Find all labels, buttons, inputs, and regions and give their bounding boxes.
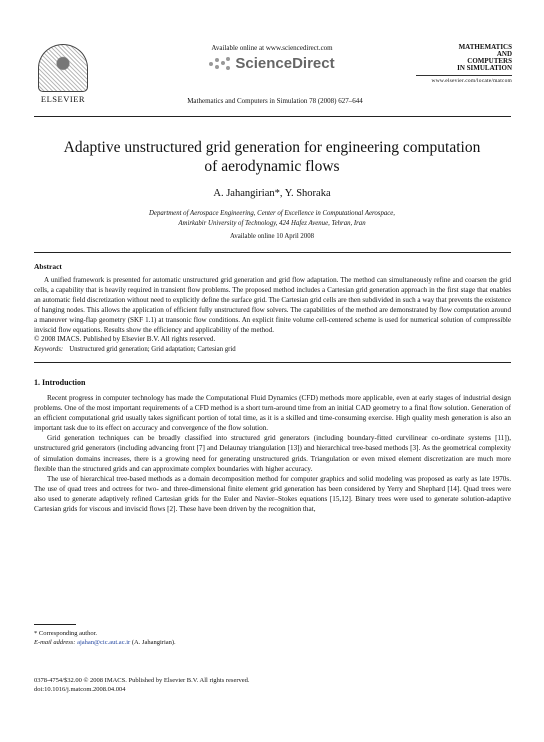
article-authors: A. Jahangirian*, Y. Shoraka <box>213 188 331 199</box>
elsevier-logo <box>34 44 92 104</box>
abstract-top-rule <box>34 252 511 253</box>
keywords-list: Unstructured grid generation; Grid adaptation; Cartesian grid <box>69 346 236 353</box>
abstract-bottom-rule <box>34 362 511 363</box>
affiliation-line: Amirkabir University of Technology, 424 Hafez Avenue, Tehran, Iran <box>178 220 366 227</box>
doi-line[interactable]: doi:10.1016/j.matcom.2008.04.004 <box>34 686 126 693</box>
abstract-heading: Abstract <box>34 262 62 271</box>
journal-logo-line: COMPUTERS <box>467 57 512 65</box>
affiliation <box>80 209 464 229</box>
available-date: Available online 10 April 2008 <box>229 233 315 240</box>
abstract-copyright: © 2008 IMACS. Published by Elsevier B.V. All rights reserved. <box>34 335 216 344</box>
keywords <box>34 346 511 353</box>
intro-body <box>34 393 511 514</box>
email-name: (A. Jahangirian). <box>131 639 176 646</box>
abstract-text: A unified framework is presented for automatic unstructured grid generation and grid flow adaptation. The method can simultaneously refine and coarsen the grid cells, a capability that is heavily required in transient flow problems. The proposed method includes a Cartesian grid generation approach in the first stage that enables an automatic field discretization without need to explicitly define the surface grid. The Cartesian grid cells are then subdivided in such a way that prevents the existence of hanging nodes. This allows the application of efficient fully unstructured flow solvers. The capabilities of the method are demonstrated by flow computation around a maneuver wing-flap geometry (SKF 1.1) at transonic flow conditions. An explicit finite volume cell-centered scheme is used for numerical solution of compressible inviscid flow equations. Results show the efficiency and applicability of the method. © 2008 IMACS. Published by Elsevier B.V. All rights reserved. <box>34 276 511 344</box>
affiliation-line: Department of Aerospace Engineering, Center of Excellence in Computational Aerospace, <box>149 210 395 217</box>
sciencedirect-wordmark: ScienceDirect <box>235 55 335 72</box>
email-label: E-mail address: <box>34 639 76 646</box>
intro-heading: 1. Introduction <box>34 378 86 387</box>
publisher-url: www.elsevier.com/locate/matcom <box>431 78 512 84</box>
journal-citation: Mathematics and Computers in Simulation 78 (2008) 627–644 <box>187 97 363 105</box>
elsevier-tree-icon <box>38 44 88 92</box>
intro-paragraph: Recent progress in computer technology has made the Computational Fluid Dynamics (CFD) methods more applicable, even at early stages of industrial design problems. One of the most important requirements of a CFD method is a short turn-around time from an initial CAD geometry to a final flow solution. Generation of an efficient computational grid usually takes significant portion of total time, as it is a skilled and time-consuming exercise. High quality mesh generation is also an important task due to its effect on accuracy and convergence of the flow solution. <box>34 394 511 433</box>
footnote-rule <box>34 624 76 625</box>
email-line <box>34 638 334 647</box>
article-title: Adaptive unstructured grid generation for engineering computation of aerodynamic flows <box>63 139 481 175</box>
intro-paragraph: Grid generation techniques can be broadly classified into structured grid generators (including boundary-fitted curvilinear co-ordinate systems [11]), unstructured grid generators (including advancing front [7] and Delaunay triangulation [13]) and hierarchical tree-based methods [3]. As the geometrical complexity of simulation domains increases, there is a growing need for generating unstructured grids. Triangulation or even mixed element discretization are much more flexible than the structured grids and can approximate complex boundaries with higher accuracy. <box>34 434 511 473</box>
issn-line: 0378-4754/$32.00 © 2008 IMACS. Published by Elsevier B.V. All rights reserved. <box>34 677 250 684</box>
journal-logo-line: AND <box>496 50 512 58</box>
journal-logo-line: IN SIMULATION <box>457 64 512 72</box>
journal-logo <box>416 44 512 84</box>
abstract-section <box>34 262 511 345</box>
keywords-label: Keywords: <box>34 346 64 353</box>
header-rule <box>34 116 511 117</box>
intro-paragraph: The use of hierarchical tree-based methods as a domain decomposition method for computer graphics and solid modeling was proposed as early as late 1970s. The use of quad trees and octrees for two- and three-dimensional finite element grid generation has been considered by Yerry and Shephard [14]. Quad trees were also used to generate adaptively refined Cartesian grids for the Euler and Navier–Stokes equations [15,12]. Binary trees were used to generate solution-adaptive Cartesian grids for viscous and inviscid flows [2]. These have been driven by the recognition that, <box>34 474 511 514</box>
sciencedirect-header <box>150 44 394 72</box>
journal-logo-line: MATHEMATICS <box>458 43 512 51</box>
corresponding-author: * Corresponding author. <box>34 630 98 637</box>
issn-doi-block <box>34 676 354 694</box>
sciencedirect-dots-icon <box>209 57 231 71</box>
email-link[interactable]: ajahan@cic.aut.ac.ir <box>77 639 131 646</box>
available-online-text: Available online at www.sciencedirect.com <box>211 44 333 52</box>
footnote <box>34 629 334 647</box>
elsevier-wordmark: ELSEVIER <box>40 94 86 104</box>
sciencedirect-logo <box>150 55 394 72</box>
logo-divider <box>416 75 512 76</box>
